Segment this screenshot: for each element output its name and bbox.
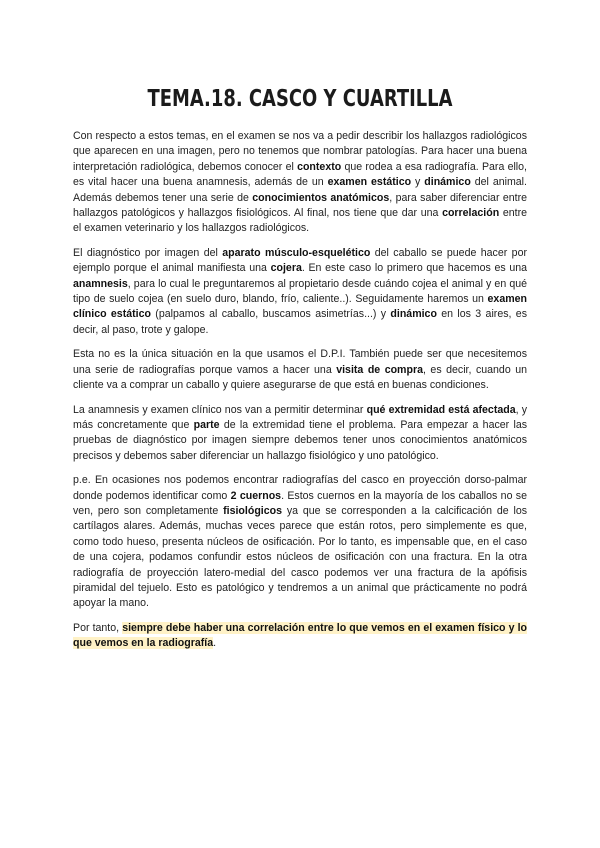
- bold-run: cojera: [270, 262, 302, 275]
- bold-run: 2 cuernos: [230, 489, 282, 502]
- text-run: , para lo cual le preguntaremos al propietario desde cuándo cojea el animal y en qué tipo de suelo cojea (en suelo duro, blando, frío, caliente..). Seguidamente haremos un: [73, 277, 527, 306]
- bold-run: examen estático: [327, 176, 412, 189]
- text-run: del animal. Además debemos tener una serie de: [73, 176, 527, 204]
- text-run: de la extremidad tiene el problema. Para empezar a hacer las pruebas de diagnóstico por imagen siempre debemos tener unos conocimientos anatómicos precisos y debemos saber diferenciar un hallazgo fisiológico y uno patológico.: [73, 418, 528, 462]
- bold-run: anamnesis: [73, 277, 128, 290]
- text-run: (palpamos al caballo, buscamos asimetrías...) y: [150, 308, 391, 321]
- bold-run: visita de compra: [336, 363, 423, 376]
- bold-run: parte: [193, 418, 220, 431]
- text-run: .: [213, 637, 217, 650]
- text-run: , y más concretamente que: [73, 403, 528, 431]
- paragraph-5: [73, 473, 527, 612]
- paragraph-3: [73, 347, 527, 393]
- bold-run: conocimientos anatómicos: [252, 191, 390, 204]
- text-run: , es decir, cuando un cliente va a comprar un caballo y quiere asegurarse de que está en buenas condiciones.: [73, 363, 528, 392]
- bold-run: fisiológicos: [223, 504, 282, 517]
- text-run: Por tanto,: [73, 621, 123, 634]
- bold-run: examen clínico estático: [73, 293, 527, 321]
- bold-run: contexto: [297, 160, 342, 173]
- bold-run: correlación: [442, 207, 500, 220]
- paragraph-2: [73, 246, 527, 338]
- paragraph-6: [73, 621, 527, 652]
- paragraph-4: [73, 403, 527, 465]
- text-run: en los 3 aires, es decir, al paso, trote y galope.: [73, 308, 527, 336]
- text-run: p.e. En ocasiones nos podemos encontrar radiografías del casco en proyección dorso-palmar donde podemos identificar como: [73, 474, 527, 502]
- bold-run: siempre debe haber una correlación entre lo que vemos en el examen físico y lo que vemos en la radiografía: [73, 621, 527, 650]
- text-run: , para saber diferenciar entre hallazgos patológicos y hallazgos fisiológicos. Al final, nos tiene que dar una: [73, 191, 527, 220]
- text-run: Esta no es la única situación en la que usamos el D.P.I. También puede ser que necesitemos una serie de radiografías porque vamos a hacer una: [73, 348, 527, 376]
- text-run: El diagnóstico por imagen del: [73, 246, 223, 259]
- text-run: del caballo se puede hacer por ejemplo porque el animal manifiesta una: [73, 246, 527, 275]
- body-text: [73, 129, 527, 661]
- text-run: . En este caso lo primero que hacemos es una: [301, 262, 527, 275]
- text-run: ya que se corresponden a la calcificación de los cartílagos alares. Además, muchas veces parece que están rotos, pero simplemente es que, como todo hueso, presenta núcleos de osificación. Por lo tanto, es impensable que, en el caso de una cojera, podamos confundir estos núcleos de osificación con una fractura. En la otra radiografía de proyección latero-medial del casco podemos ver una fractura de la apófisis piramidal del tejuelo. Esto es patológico y tendremos a un animal que prácticamente no podrá apoyar la mano.: [73, 504, 528, 610]
- bold-run: dinámico: [390, 308, 437, 321]
- text-run: La anamnesis y examen clínico nos van a permitir determinar: [73, 403, 367, 416]
- page-title: TEMA.18. CASCO Y CUARTILLA: [147, 86, 453, 112]
- paragraph-1: [73, 129, 527, 237]
- bold-run: qué extremidad está afectada: [366, 403, 516, 416]
- text-run: . Estos cuernos en la mayoría de los caballos no se ven, pero son completamente: [73, 489, 527, 517]
- text-run: entre el examen veterinario y los hallazgos radiológicos.: [73, 207, 527, 235]
- text-run: Con respecto a estos temas, en el examen se nos va a pedir describir los hallazgos radiológicos que aparecen en una imagen, pero no tenemos que nombrar patologías. Para hacer una buena interpretación radiológica, debemos conocer el: [73, 130, 527, 173]
- bold-run: dinámico: [424, 176, 471, 189]
- text-run: que rodea a esa radiografía. Para ello, es vital hacer una buena anamnesis, además de un: [73, 160, 527, 189]
- text-run: y: [411, 176, 425, 189]
- bold-run: aparato músculo-esquelético: [222, 246, 371, 259]
